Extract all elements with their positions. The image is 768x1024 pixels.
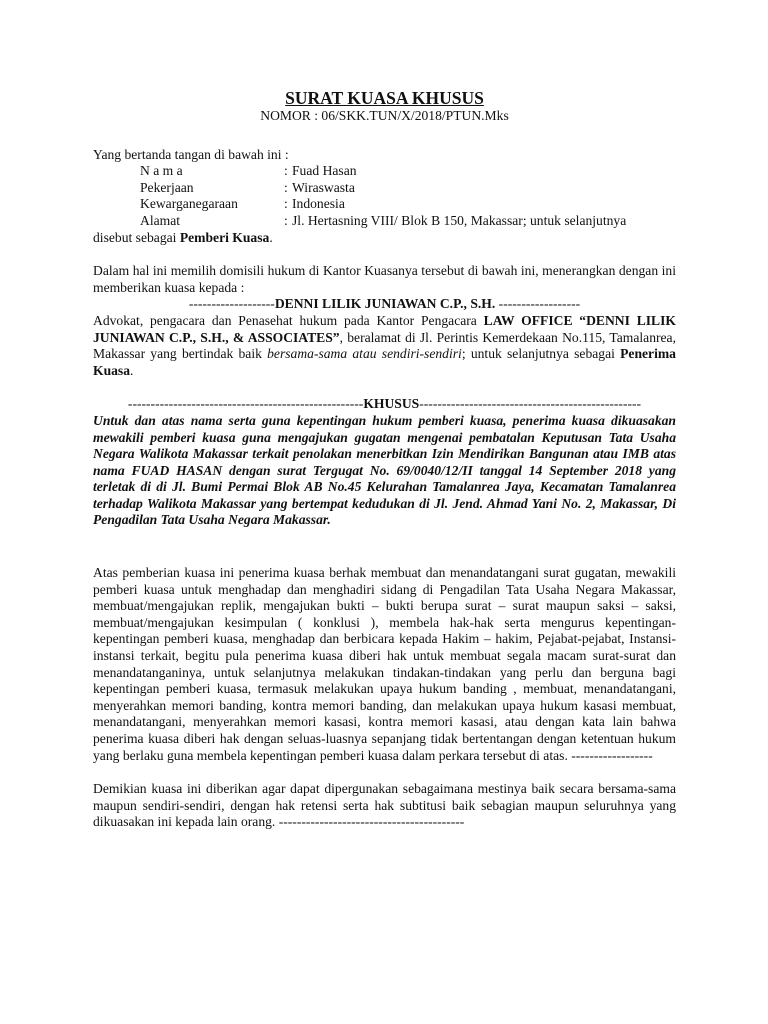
dash-rule-left: ------------------- xyxy=(188,296,275,312)
field-label: N a m a xyxy=(140,163,183,179)
grantor-field-nationality xyxy=(93,196,676,213)
document-title: SURAT KUASA KHUSUS xyxy=(285,88,484,108)
law-office-name: LAW OFFICE “DENNI LILIK JUNIAWAN C.P., S.H., & ASSOCIATES” xyxy=(93,312,676,345)
grantor-closing-text: disebut sebagai xyxy=(93,229,180,245)
recipient-desc-period: . xyxy=(130,362,134,378)
dash-rule-left: ---------------------------------------------------- xyxy=(127,396,364,412)
grantor-field-occupation xyxy=(93,180,676,197)
grantor-role-label: Pemberi Kuasa xyxy=(179,229,270,245)
recipient-desc-text: Advokat, pengacara dan Penasehat hukum pada Kantor Pengacara xyxy=(93,312,484,328)
field-label: Pekerjaan xyxy=(140,179,194,195)
recipient-desc-text: , beralamat di Jl. Perintis Kemerdekaan No.115, Tamalanrea, Makassar yang bertindak baik xyxy=(93,329,676,362)
field-separator: : xyxy=(284,179,288,195)
field-value: Fuad Hasan xyxy=(292,163,357,179)
document-content xyxy=(93,88,676,831)
field-separator: : xyxy=(284,212,288,228)
grantor-closing xyxy=(93,230,676,247)
field-label: Kewarganegaraan xyxy=(140,196,238,212)
document-number: NOMOR : 06/SKK.TUN/X/2018/PTUN.Mks xyxy=(260,108,509,123)
khusus-body: Untuk dan atas nama serta guna kepentingan hukum pemberi kuasa, penerima kuasa dikuasakan mewakili pemberi kuasa guna mengajukan gugatan mengenai pembatalan Keputusan Tata Usaha Negara Walikota Makassar terkait penolakan menerbitkan Izin Mendirikan Bangunan atau IMB atas nama FUAD HASAN dengan surat Tergugat No. 69/0040/12/II tanggal 14 September 2018 yang terletak di di Jl. Bumi Permai Blok AB No.45 Kelurahan Tamalanrea Jaya, Kecamatan Tamalanrea terhadap Walikota Makassar yang bertempat kedudukan di Jl. Jend. Ahmad Yani No. 2, Makassar, Di Pengadilan Tata Usaha Negara Makassar. xyxy=(93,412,676,528)
field-label: Alamat xyxy=(140,212,181,228)
field-separator: : xyxy=(284,163,288,179)
grantor-intro: Yang bertanda tangan di bawah ini : xyxy=(93,146,289,162)
khusus-label: KHUSUS xyxy=(363,396,420,412)
grantor-closing-period: . xyxy=(269,229,273,245)
dash-rule-right: ------------------ xyxy=(495,296,581,312)
authority-paragraph: Atas pemberian kuasa ini penerima kuasa berhak membuat dan menandatangani surat gugatan, mewakili pemberi kuasa untuk menghadap dan menghadiri sidang di Pengadilan Tata Usaha Negara Makassar, membuat/mengajukan replik, mengajukan bukti – bukti berupa surat – surat maupun saksi – saksi, membuat/mengajukan kesimpulan ( konklusi ), membela hak-hak serta mengurus kepentingan-kepentingan pemberi kuasa, menghadap dan berbicara kepada Hakim – hakim, Pejabat-pejabat, Instansi- instansi terkait, begitu pula penerima kuasa diberi hak untuk membuat segala macam surat-surat dan menandatanganinya, untuk selanjutnya melakukan tindakan-tindakan yang perlu dan berguna bagi kepentingan pemberi kuasa, termasuk melakukan upaya hukum banding , membuat, menandatangani, menyerahkan memori banding, kontra memori banding, dan melakukan upaya hukum kasasi membuat, menandatangani, menyerahkan memori kasasi, kontra memori kasasi, atau dengan kata lain bahwa penerima kuasa diberi hak dengan seluas-luasnya sepanjang tidak bertentangan dengan ketentuan hukum yang berlaku guna membela kepentingan pemberi kuasa dalam perkara tersebut di atas. ------------------ xyxy=(93,565,676,763)
field-value: Jl. Hertasning VIII/ Blok B 150, Makassar; untuk selanjutnya xyxy=(292,212,627,228)
field-separator: : xyxy=(284,196,288,212)
recipient-role-label: Penerima Kuasa xyxy=(93,346,676,378)
recipient-name: DENNI LILIK JUNIAWAN C.P., S.H. xyxy=(274,296,496,312)
recipient-description xyxy=(93,313,676,379)
field-value: Indonesia xyxy=(292,196,345,212)
recipient-name-line xyxy=(93,296,676,313)
recipient-intro: Dalam hal ini memilih domisili hukum di Kantor Kuasanya tersebut di bawah ini, menerangkan dengan ini memberikan kuasa kepada : xyxy=(93,263,676,295)
recipient-desc-text: ; untuk selanjutnya sebagai xyxy=(461,346,621,362)
khusus-heading xyxy=(93,396,676,413)
closing-paragraph: Demikian kuasa ini diberikan agar dapat dipergunakan sebagaimana mestinya baik secara bersama-sama maupun sendiri-sendiri, dengan hak retensi serta hak subtitusi baik sebagian maupun seluruhnya yang dikuasakan ini kepada lain orang. ----------------------------------------- xyxy=(93,781,676,830)
dash-rule-right: ------------------------------------------------- xyxy=(419,396,642,412)
grantor-field-name xyxy=(93,163,676,180)
field-value: Wiraswasta xyxy=(292,179,355,195)
recipient-desc-italic: bersama-sama atau sendiri-sendiri xyxy=(267,346,462,362)
grantor-field-address xyxy=(93,213,676,230)
